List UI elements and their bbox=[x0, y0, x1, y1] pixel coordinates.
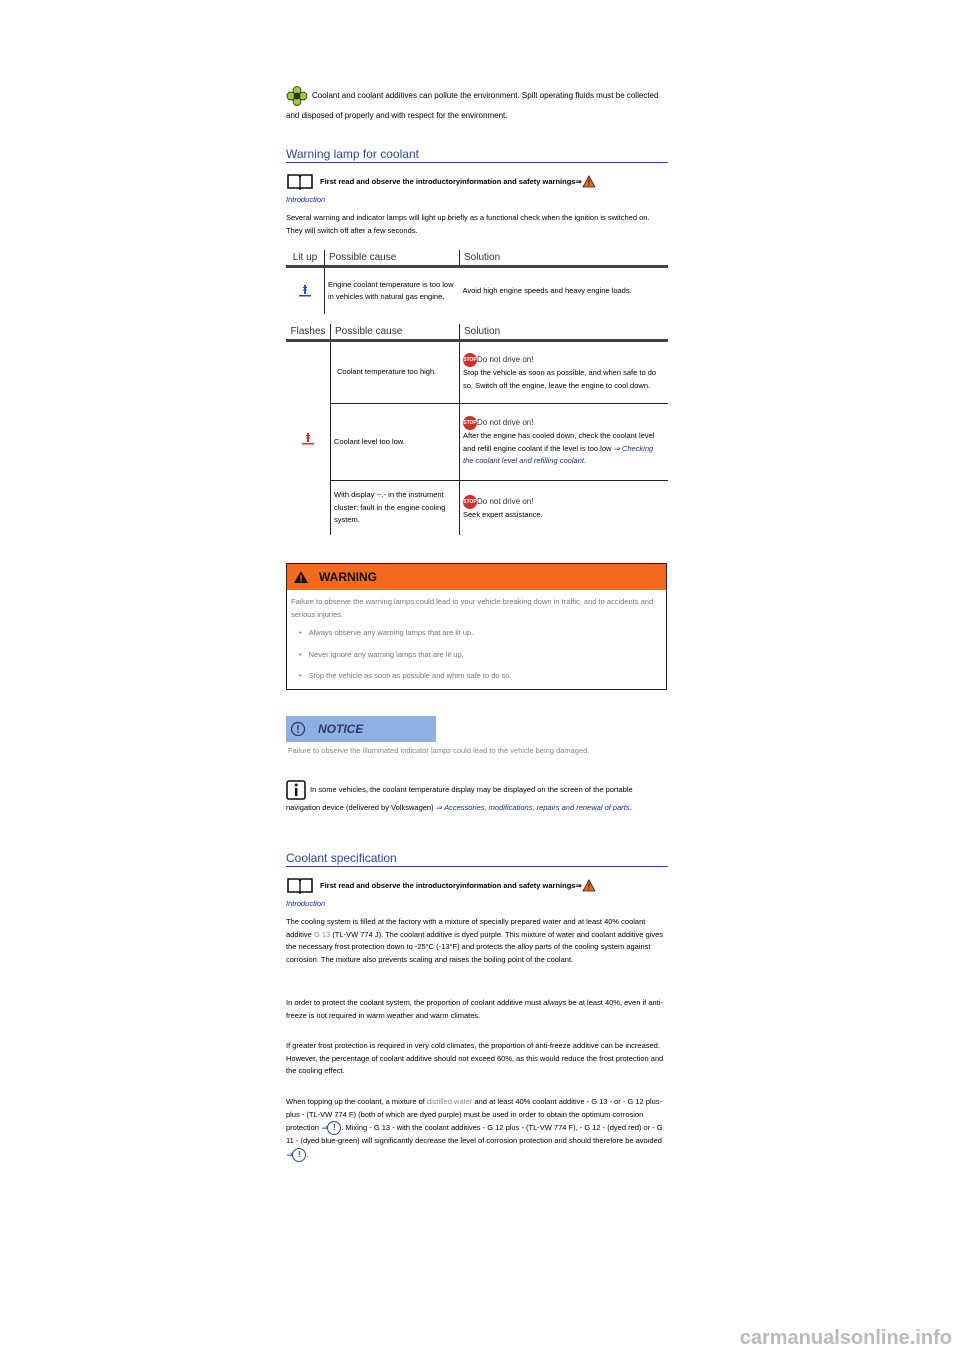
solution-cell: Seek expert assistance. bbox=[463, 509, 543, 519]
cause-cell: With display --.- in the instrument cluster: fault in the engine cooling system. bbox=[331, 481, 460, 536]
exclamation-circle-icon bbox=[290, 721, 306, 737]
coolant-spec-paragraph-3: If greater frost protection is required in very cold climates, the proportion of anti-freeze additive can be increased. However, the percentage of coolant additive should not exceed 60%, as this would reduce the frost protection and the cooling effect. bbox=[286, 1041, 664, 1075]
info-icon bbox=[286, 780, 306, 800]
do-not-drive-label: Do not drive on! bbox=[477, 418, 534, 427]
warning-title: WARNING bbox=[319, 570, 377, 584]
info-note-text: In some vehicles, the coolant temperature display may be displayed on the screen of the portable navigation device (delivered by Volkswagen) bbox=[286, 784, 633, 812]
table-header: Possible cause bbox=[325, 250, 460, 267]
notice-reference-icon[interactable]: ! bbox=[327, 1121, 341, 1135]
table-header: Solution bbox=[460, 324, 669, 341]
text-span: In order to protect the coolant system, the proportion of coolant additive must bbox=[286, 998, 542, 1007]
arrow-glyph: ⇒ bbox=[321, 1122, 328, 1132]
first-read-text: First read and observe the introductoryinformation and safety warnings bbox=[320, 176, 576, 186]
watermark: carmanualsonline.info bbox=[739, 1327, 952, 1349]
text-span: The cooling system is filled at the factory with a mixture of specially prepared water and at least 40% coolant additive bbox=[286, 917, 646, 939]
flashes-table bbox=[286, 324, 668, 535]
table-row bbox=[286, 341, 668, 404]
period: . bbox=[629, 803, 632, 812]
arrow-glyph: ⇒ bbox=[575, 880, 582, 890]
distilled-water-label: distilled water bbox=[426, 1097, 473, 1106]
checking-coolant-link[interactable]: Checking the coolant level and refilling coolant bbox=[463, 443, 654, 466]
accessories-link[interactable]: Accessories, modifications, repairs and renewal of parts bbox=[444, 803, 630, 812]
cause-cell: Engine coolant temperature is too low in vehicles with natural gas engine. bbox=[325, 267, 460, 315]
arrow-glyph: ⇒ bbox=[435, 803, 442, 812]
section-title-coolant-specification: Coolant specification bbox=[286, 851, 668, 867]
table-header: Flashes bbox=[286, 324, 331, 341]
warning-triangle-icon bbox=[293, 570, 309, 584]
stop-icon: STOP bbox=[463, 416, 477, 430]
notice-title: NOTICE bbox=[318, 722, 364, 736]
table-header: Possible cause bbox=[331, 324, 460, 341]
stop-icon: STOP bbox=[463, 495, 477, 509]
introduction-link[interactable]: Introduction bbox=[286, 195, 326, 204]
book-icon bbox=[286, 172, 314, 190]
flower-icon bbox=[286, 86, 308, 106]
list-item: • Always observe any warning lamps that are lit up. bbox=[299, 627, 662, 640]
first-read-note bbox=[286, 876, 668, 908]
coolant-temperature-blue-lamp-icon bbox=[298, 284, 312, 298]
first-read-note bbox=[286, 172, 668, 204]
notice-reference-icon[interactable]: ! bbox=[292, 1148, 306, 1162]
emphasis-always: always bbox=[543, 998, 567, 1007]
table-header: Lit up bbox=[286, 250, 325, 267]
cause-cell: Coolant temperature too high. bbox=[331, 341, 460, 404]
do-not-drive-label: Do not drive on! bbox=[477, 354, 534, 364]
section1-paragraph: Several warning and indicator lamps will light up briefly as a functional check when the ignition is switched on. They will switch off after a few seconds. bbox=[286, 213, 650, 235]
warning-header bbox=[287, 564, 666, 590]
coolant-spec-paragraph-2 bbox=[286, 997, 668, 1022]
period: . bbox=[583, 456, 587, 466]
arrow-glyph: ⇒ bbox=[286, 1149, 293, 1159]
solution-cell: Avoid high engine speeds and heavy engine loads. bbox=[462, 285, 632, 295]
list-item: • Never ignore any warning lamps that are lit up. bbox=[299, 649, 662, 662]
info-note bbox=[286, 780, 668, 816]
introduction-link[interactable]: Introduction bbox=[286, 899, 326, 908]
stop-icon: STOP bbox=[463, 353, 477, 367]
coolant-spec-paragraph-1 bbox=[286, 916, 668, 966]
first-read-text: First read and observe the introductoryinformation and safety warnings bbox=[320, 880, 576, 890]
list-item: • Stop the vehicle as soon as possible and when safe to do so. bbox=[299, 670, 662, 683]
warning-text: Failure to observe the warning lamps could lead to your vehicle breaking down in traffic, and to accidents and serious injuries. bbox=[291, 597, 654, 619]
warning-triangle-icon bbox=[582, 175, 596, 188]
notice-header bbox=[286, 716, 436, 742]
solution-text: After the engine has cooled down, check the coolant level and refill engine coolant if the level is too low bbox=[463, 431, 655, 453]
text-span: When topping up the coolant, a mixture of bbox=[286, 1097, 425, 1106]
solution-cell bbox=[463, 430, 665, 468]
do-not-drive-label: Do not drive on! bbox=[477, 496, 534, 506]
section-title-warning-lamp: Warning lamp for coolant bbox=[286, 147, 668, 163]
cause-cell: Coolant level too low. bbox=[331, 404, 460, 481]
coolant-spec-paragraph-4 bbox=[286, 1096, 668, 1162]
warning-triangle-icon bbox=[582, 879, 596, 892]
arrow-glyph: ⇒ bbox=[575, 176, 582, 186]
g13-label: G 13 bbox=[313, 929, 331, 939]
solution-cell: Stop the vehicle as soon as possible, and when safe to do so. Switch off the engine, leave the engine to cool down. bbox=[463, 368, 657, 390]
text-span: (TL-VW 774 J). The coolant additive is dyed purple. This mixture of water and coolant additive gives the necessary frost protection down to -25°C (-13°F) and protects the alloy parts of the cooling system against corrosion. The mixture also prevents scaling and raises the boiling point of the coolant. bbox=[286, 929, 664, 964]
lit-up-table bbox=[286, 250, 668, 314]
warning-list bbox=[291, 627, 662, 683]
table-row bbox=[286, 481, 668, 536]
arrow-glyph: ⇒ bbox=[613, 443, 620, 453]
table-header: Solution bbox=[460, 250, 669, 267]
text-span: be at least 40%, even if anti-freeze is not required in warm weather and warm climates. bbox=[286, 998, 663, 1020]
warning-box bbox=[286, 563, 667, 690]
environment-note bbox=[286, 86, 668, 125]
table-row bbox=[286, 267, 668, 315]
coolant-temperature-red-lamp-icon bbox=[301, 432, 315, 446]
text-span: and at least 40% coolant additive - G 13 - or - G 12 plus-plus - (TL-VW 774 F) (both of which are dyed purple) must be used in order to obtain the optimum corrosion protection bbox=[286, 1097, 663, 1132]
table-row bbox=[286, 404, 668, 481]
period: . bbox=[306, 1149, 309, 1159]
environment-note-text: Coolant and coolant additives can pollute the environment. Spilt operating fluids must be collected and disposed of properly and with respect for the environment. bbox=[286, 91, 659, 120]
text-span: . Mixing - G 13 - with the coolant additives - G 12 plus - (TL-VW 774 F), - G 12 - (dyed red) or - G 11 - (dyed blue-green) will significantly decrease the level of corrosion protection and should therefore be avoided bbox=[286, 1122, 663, 1145]
notice-text: Failure to observe the illuminated indicator lamps could lead to the vehicle being damaged. bbox=[288, 746, 590, 755]
book-icon bbox=[286, 876, 314, 894]
